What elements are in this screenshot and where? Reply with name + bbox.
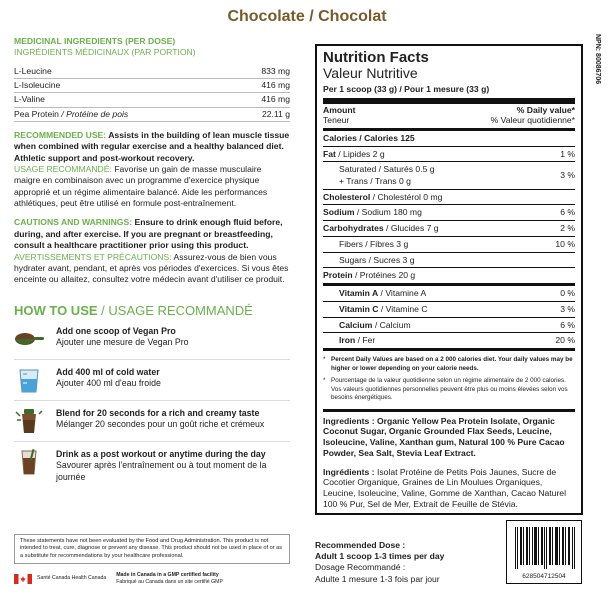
nf-row-vitamin [323, 286, 575, 302]
vitamin-name-fr: / Vitamine C [378, 303, 428, 314]
product-flavor-title: Chocolate / Chocolat [227, 8, 387, 25]
fat-dv: 1 % [560, 148, 575, 159]
ingredients-text-fr: Isolat Protéine de Petits Pois Jaunes, Sucre de Cocotier Organique, Graines de Lin Moulues Organiques, Leucine, Isoleucine, Valine, Gomme de Xanthan, Cacao Naturel 100 % Pur, Sel de Mer, Extrait de Feuille de Stévia. [323, 466, 566, 509]
recommended-dose [315, 540, 465, 585]
nf-row-protein [323, 268, 575, 286]
ingredients-label-en: Ingredients : [323, 415, 375, 426]
nf-row-calories [323, 131, 575, 147]
nf-row-fat [323, 147, 575, 163]
shaker-icon [14, 408, 44, 434]
calories-text: Calories / Calories 125 [323, 132, 415, 143]
glass-icon [14, 449, 44, 475]
fda-disclaimer: These statements have not been evaluated by the Food and Drug Administration. This product is not intended to treat, cure, diagnose or prevent any disease. This product should not be used in place of or as a substitute for recommendations by your healthcare professional. [14, 534, 290, 564]
ingredient-name-fr: / Protéine de pois [58, 108, 129, 119]
dose-text-en: Adult 1 scoop 1-3 times per day [315, 551, 445, 562]
npn-number [589, 34, 603, 154]
cautions-en [14, 217, 290, 251]
fat-label-fr: / Lipides 2 g [335, 148, 385, 159]
nf-row-sodium [323, 205, 575, 221]
nutrition-title-fr: Valeur Nutritive [323, 64, 418, 81]
carbs-label: Carbohydrates [323, 223, 384, 234]
dose-text-fr: Adulte 1 mesure 1-3 fois par jour [315, 573, 440, 584]
step-text-en: Drink as a post workout or anytime during the day [56, 448, 266, 459]
nf-row-cholesterol [323, 190, 575, 206]
ingredient-name: L-Leucine [14, 65, 52, 76]
medicinal-row [14, 108, 290, 122]
medicinal-heading-en: MEDICINAL INGREDIENTS (PER DOSE) [14, 36, 176, 46]
nf-row-fibres [323, 237, 575, 253]
medicinal-heading-fr: INGRÉDIENTS MÉDICINAUX (PAR PORTION) [14, 47, 196, 58]
medicinal-list [14, 65, 290, 122]
health-canada-label: Santé Canada Health Canada [37, 575, 107, 582]
barcode-number: 628504712504 [522, 573, 566, 580]
nf-row-vitamin [323, 333, 575, 351]
vitamin-name: Vitamin C [339, 303, 379, 314]
step-text-fr: Ajouter 400 ml d'eau froide [56, 378, 161, 389]
ingredient-amount: 416 mg [261, 94, 290, 105]
amount-header [323, 104, 575, 131]
cautions-label-fr: AVERTISSEMENTS ET PRÉCAUTIONS: [14, 251, 172, 262]
nf-row-saturated [323, 162, 575, 189]
how-to-step [14, 408, 290, 442]
amount-en: Amount [323, 105, 356, 116]
vitamin-name-fr: / Fer [355, 335, 376, 346]
how-to-heading-en: HOW TO USE [14, 302, 98, 318]
nf-row-sugars [323, 253, 575, 269]
fibres-dv: 10 % [555, 238, 575, 249]
serving-size [323, 82, 575, 104]
ingredient-name: L-Isoleucine [14, 80, 61, 91]
how-to-step [14, 326, 290, 360]
carbs-dv: 2 % [560, 223, 575, 234]
fat-label: Fat [323, 148, 336, 159]
sugars-label: Sugars / Sucres 3 g [339, 254, 415, 265]
recommended-use-fr [14, 164, 290, 209]
vitamin-name-fr: / Vitamine A [378, 288, 427, 299]
ingredients-label-fr: Ingrédients : [323, 466, 375, 477]
made-in-fr: Fabriqué au Canada dans un site certifié GMP [116, 578, 223, 585]
recommended-use-text-fr: Favorise un gain de masse musculaire maigre en combinaison avec un programme d'exercice physique approprié et un régime alimentaire balancé. Aide les performances athlétiques, peut être utilisé en formule post-entraînement. [14, 164, 268, 209]
saturated-dv: 3 % [560, 170, 575, 181]
cholesterol-label-fr: / Cholestérol 0 mg [370, 191, 443, 202]
npn-text: NPN: 80086706 [594, 34, 601, 85]
ingredient-amount: 833 mg [261, 65, 290, 76]
how-to-step [14, 449, 290, 491]
ingredient-amount: 22.11 g [261, 108, 290, 119]
ingredient-amount: 416 mg [261, 80, 290, 91]
recommended-use-label: RECOMMENDED USE: [14, 130, 107, 141]
daily-value-notes: * Percent Daily Values are based on a 2 000 calories diet. Your daily values may be higher or lower depending on your calorie needs. * Pourcentage de la valeur quotidienne selon un régime alimentaire de 2 000 calories. Vos valeurs quotidiennes personnelles peuvent être plus ou moins élevées selon vos besoins énergétiques. [323, 351, 575, 405]
cholesterol-label: Cholesterol [323, 191, 371, 202]
sodium-dv: 6 % [560, 207, 575, 218]
step-text-en: Add one scoop of Vegan Pro [56, 325, 176, 336]
ingredient-name: L-Valine [14, 94, 45, 105]
nutrition-title-en: Nutrition Facts [323, 49, 429, 66]
vitamin-name: Calcium [339, 319, 373, 330]
recommended-use-en [14, 130, 290, 164]
measuring-cup-icon [14, 367, 44, 393]
footer [14, 572, 290, 585]
left-panel [14, 36, 290, 491]
fibres-label: Fibers / Fibres 3 g [339, 238, 409, 249]
how-to-heading [14, 302, 290, 319]
scoop-icon [14, 326, 44, 352]
step-text-fr: Savourer après l'entraînement ou à tout moment de la journée [56, 460, 267, 482]
vitamin-dv: 0 % [560, 288, 575, 299]
made-in-en: Made in Canada in a GMP certified facility [116, 572, 219, 578]
vitamin-name: Iron [339, 335, 356, 346]
saturated-text: Saturated / Saturés 0.5 g [339, 164, 435, 175]
carbs-label-fr: / Glucides 7 g [383, 223, 439, 234]
nutrition-facts-table [315, 44, 583, 515]
cautions-fr [14, 252, 290, 286]
dv-note-en: Percent Daily Values are based on a 2 000 calories diet. Your daily values may be higher or lower depending on your calorie needs. [331, 356, 573, 372]
barcode [506, 520, 582, 584]
vitamin-dv: 20 % [555, 335, 575, 346]
sodium-label-fr: / Sodium 180 mg [354, 207, 422, 218]
recommended-use-text: Assists in the building of lean muscle tissue when combined with regular exercise and a healthy balanced diet. Athletic support and post-workout recovery. [14, 130, 290, 163]
protein-label: Protein [323, 270, 353, 281]
ingredients-section [323, 409, 575, 510]
ingredients-en [323, 416, 575, 459]
sodium-label: Sodium [323, 207, 355, 218]
canada-flag-icon [14, 574, 32, 584]
how-to-heading-fr: / USAGE RECOMMANDÉ [97, 302, 253, 318]
recommended-use-label-fr: USAGE RECOMMANDÉ: [14, 164, 112, 175]
how-to-step [14, 367, 290, 401]
ingredient-name: Pea Protein [14, 108, 59, 119]
vitamin-name-fr: / Calcium [372, 319, 411, 330]
made-in-canada [116, 572, 223, 585]
nf-row-vitamin [323, 302, 575, 318]
ingredients-text-en: Organic Yellow Pea Protein Isolate, Organic Coconut Sugar, Organic Grounded Flax Seeds, Leucine, Isoleucine, Valine, Xanthan gum, Natural 100 % Pure Cacao Powder, Sea Salt, Stevia Leaf Extract. [323, 415, 565, 458]
cautions-text-fr: Assurez-vous de bien vous hydrater avant, pendant, et après vos périodes d'exercices. Si vous êtes enceinte ou allaitez, consultez votre médecin avant d'utiliser ce produit. [14, 251, 289, 285]
vitamin-name: Vitamin A [339, 288, 379, 299]
vitamin-dv: 6 % [560, 319, 575, 330]
medicinal-row [14, 93, 290, 107]
medicinal-row [14, 65, 290, 79]
dv-note-fr: Pourcentage de la valeur quotidienne selon un régime alimentaire de 2 000 calories. Vos valeurs quotidiennes personnelles peuvent être plus ou moins élevées selon vos besoins énergétiques. [331, 377, 568, 402]
step-text-en: Blend for 20 seconds for a rich and creamy taste [56, 407, 260, 418]
step-text-fr: Ajouter une mesure de Vegan Pro [56, 337, 189, 348]
cautions-label: CAUTIONS AND WARNINGS: [14, 217, 133, 228]
step-text-fr: Mélanger 20 secondes pour un goût riche et crémeux [56, 419, 265, 430]
vitamin-dv: 3 % [560, 303, 575, 314]
dv-en: % Daily value* [516, 105, 575, 116]
amount-fr: Teneur [323, 115, 350, 126]
nf-row-vitamin [323, 318, 575, 334]
protein-label-fr: / Protéines 20 g [352, 270, 416, 281]
trans-text: + Trans / Trans 0 g [339, 175, 411, 186]
dose-label-fr: Dosage Recommandé : [315, 562, 406, 573]
medicinal-row [14, 79, 290, 93]
dv-fr: % Valeur quotidienne* [490, 115, 575, 126]
cautions-text: Ensure to drink enough fluid before, during, and after exercise. If you are pregnant or breastfeeding, consult a healthcare practitioner prior using this product. [14, 217, 283, 251]
serving-text: Per 1 scoop (33 g) / Pour 1 mesure (33 g) [323, 84, 490, 95]
ingredients-fr [323, 467, 575, 510]
barcode-icon [515, 527, 575, 569]
dose-label-en: Recommended Dose : [315, 540, 406, 550]
nf-row-carbs [323, 221, 575, 237]
step-text-en: Add 400 ml of cold water [56, 366, 160, 377]
